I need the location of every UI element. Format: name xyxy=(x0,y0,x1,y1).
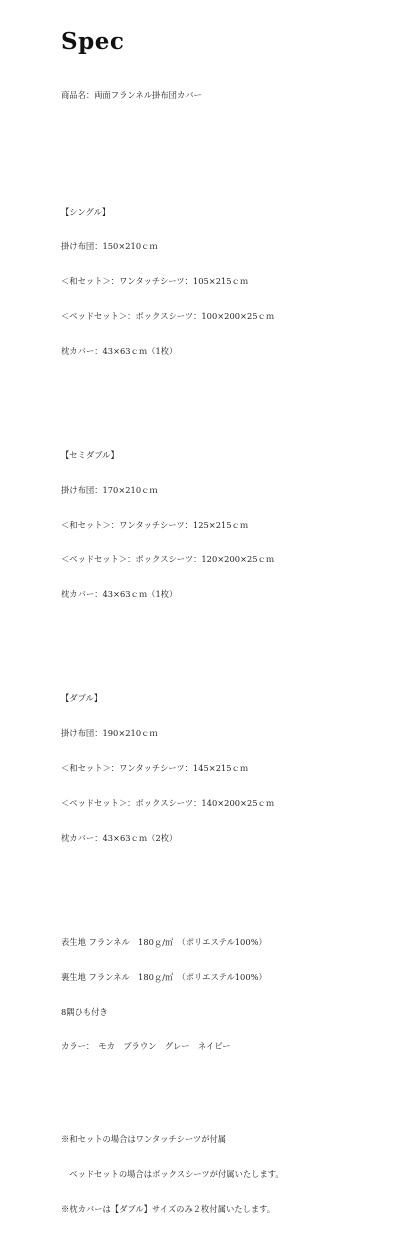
spec-line: 掛け布団：150×210ｃｍ xyxy=(61,241,158,252)
note-line: ※和セットの場合はワンタッチシーツが付属 xyxy=(61,1134,227,1145)
note-line: ベッドセットの場合はボックスシーツが付属いたします。 xyxy=(61,1168,284,1179)
spec-line: ＜ベッドセット＞：ボックスシーツ：120×200×25ｃｍ xyxy=(61,554,275,565)
spec-line: 枕カバー：43×63ｃｍ（1枚） xyxy=(61,589,178,600)
spec-line: 掛け布団：190×210ｃｍ xyxy=(61,728,158,739)
note-line: ※枕カバーは【ダブル】サイズのみ２枚付属いたします。 xyxy=(61,1203,276,1214)
spec-line: 枕カバー：43×63ｃｍ（1枚） xyxy=(61,345,178,356)
section-heading-semi-double: 【セミダブル】 xyxy=(61,450,119,460)
material-front: 表生地 フランネル 180ｇ/㎡ （ポリエステル100%） xyxy=(61,936,267,947)
page-title: Spec xyxy=(61,28,125,55)
section-heading-double: 【ダブル】 xyxy=(61,693,103,704)
spec-line: ＜ベッドセット＞：ボックスシーツ：140×200×25ｃｍ xyxy=(61,797,275,808)
material-colors: カラー： モカ ブラウン グレー ネイビー xyxy=(61,1041,231,1052)
material-back: 裏生地 フランネル 180ｇ/㎡ （ポリエステル100%） xyxy=(61,971,267,982)
spec-line: 枕カバー：43×63ｃｍ（2枚） xyxy=(61,832,178,843)
spec-line: ＜和セット＞：ワンタッチシーツ：125×215ｃｍ xyxy=(61,519,249,530)
spec-line: 掛け布団：170×210ｃｍ xyxy=(61,484,158,495)
spec-line: ＜和セット＞：ワンタッチシーツ：145×215ｃｍ xyxy=(61,763,249,774)
spec-line: ＜ベッドセット＞：ボックスシーツ：100×200×25ｃｍ xyxy=(61,310,275,321)
material-ties: 8隅ひも付き xyxy=(61,1006,108,1017)
product-name: 商品名：両面フランネル掛布団カバー xyxy=(61,90,202,101)
section-heading-single: 【シングル】 xyxy=(61,206,111,217)
spec-line: ＜和セット＞：ワンタッチシーツ：105×215ｃｍ xyxy=(61,276,249,287)
spec-body xyxy=(61,67,396,1238)
